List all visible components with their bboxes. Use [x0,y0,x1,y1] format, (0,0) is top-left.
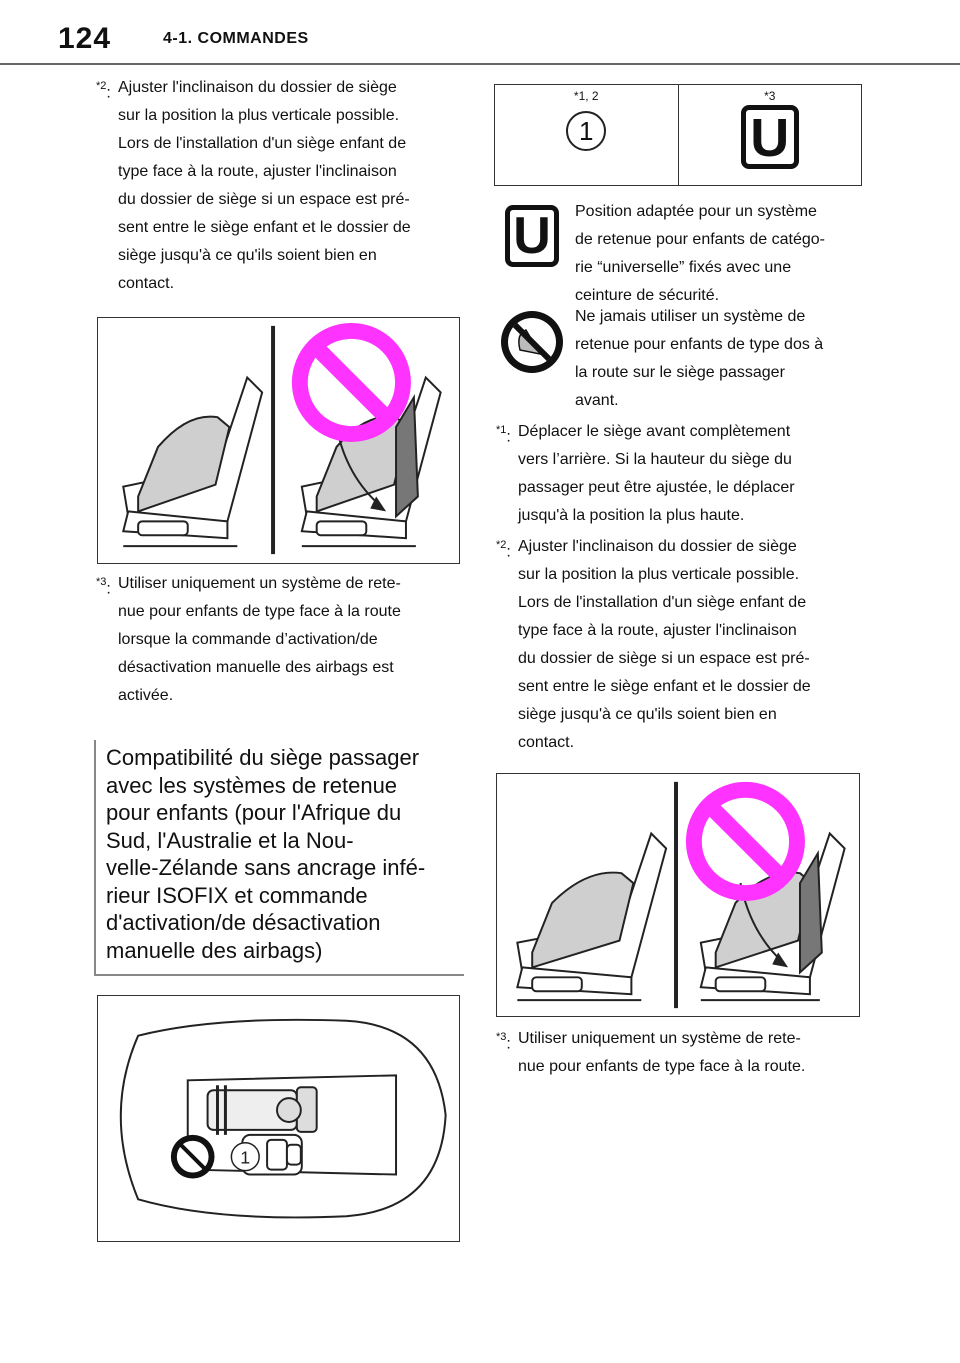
heading-line: velle-Zélande sans ancrage infé- [106,855,426,880]
note-line: type face à la route, ajuster l'inclinaison [118,163,397,180]
note-line: Lors de l'installation d'un siège enfant de [518,594,807,611]
car-top-view-figure [97,995,460,1242]
note-line: Lors de l'installation d'un siège enfant de [118,135,407,152]
legend-line: retenue pour enfants de type dos à [575,336,824,353]
legend-line: la route sur le siège passager [575,364,785,381]
note-right-star1: $^{*1}$: Déplacer le siège avant complètement vers l’arrière. Si la hauteur du siège du passager peut être ajustée, le déplacer jusqu'à la position la plus haute. [496,418,866,530]
legend-line: de retenue pour enfants de catégo- [575,231,825,248]
legend-universal-text [575,198,865,310]
car-illustration [98,996,459,1241]
note-line: sur la position la plus verticale possible. [518,566,800,583]
section-title: 4-1. COMMANDES [163,30,309,47]
page-number: 124 [58,22,112,55]
note-line: sent entre le siège enfant et le dossier de [118,219,411,236]
note-line: lorsque la commande d’activation/de [118,631,378,648]
header-rule [0,63,960,65]
legend-prohibition-text [575,303,865,415]
note-mark: *3 [496,1031,507,1043]
note-line: du dossier de siège si un espace est pré- [518,650,810,667]
note-right-star3: $^{*3}$: Utiliser uniquement un système de rete- nue pour enfants de type face à la route. [496,1025,866,1081]
note-line: Ajuster l'inclinaison du dossier de siège [118,79,397,96]
note-mark: *3 [96,576,107,588]
heading-line: rieur ISOFIX et commande [106,882,368,908]
note-line: vers l’arrière. Si la hauteur du siège du [518,451,792,468]
note-line: siège jusqu'à ce qu'ils soient bien en [118,247,377,264]
compatibility-table [494,84,862,186]
note-line: Ajuster l'inclinaison du dossier de siège [518,538,797,555]
universal-u-icon: U [741,105,799,169]
seat-position-label: 1 [240,1147,251,1168]
note-line: passager peut être ajustée, le déplacer [518,479,795,496]
note-line: nue pour enfants de type face à la route. [518,1058,806,1075]
seat-recline-figure-right [496,773,860,1017]
note-mark: *1 [496,424,507,436]
legend-line: rie “universelle” fixés avec une [575,259,792,276]
note-line: jusqu'à la position la plus haute. [518,507,745,524]
universal-u-icon: U [505,205,559,267]
note-mark: *2 [96,80,107,92]
note-right-star2: $^{*2}$: Ajuster l'inclinaison du dossier de siège sur la position la plus verticale possible. Lors de l'installation d'un siège enfant de type face à la route, ajuster l'inclinaison du dossier de siège si un espace est pré- sent entre le siège enfant et le dossier de siège jusqu'à ce qu'ils soient bien en contact. [496,533,866,757]
note-left-star3: $^{*3}$: Utiliser uniquement un système de rete- nue pour enfants de type face à la route lorsque la commande d’activation/de désactivation manuelle des airbags est activée. [96,570,466,710]
heading-line: manuelle des airbags) [106,937,323,963]
note-line: Utiliser uniquement un système de rete- [118,575,401,592]
legend-line: ceinture de sécurité. [575,287,720,304]
note-line: nue pour enfants de type face à la route [118,603,401,620]
no-rear-facing-seat-icon [500,310,564,374]
table-cell [495,85,678,185]
note-line: sent entre le siège enfant et le dossier de [518,678,811,695]
note-mark: *2 [496,539,507,551]
table-cell [678,85,862,185]
heading-line: Compatibilité du siège passager [106,745,420,770]
note-line: siège jusqu'à ce qu'ils soient bien en [518,706,777,723]
note-line: Utiliser uniquement un système de rete- [518,1030,801,1047]
table-col-label: *1, 2 [573,89,599,103]
heading-line: pour enfants (pour l'Afrique du [106,800,402,825]
note-line: désactivation manuelle des airbags est [118,659,394,676]
note-line: du dossier de siège si un espace est pré- [118,191,410,208]
note-line: activée. [118,687,174,704]
table-col-label: *3 [764,89,776,103]
legend-line: Ne jamais utiliser un système de [575,308,806,325]
heading-line: avec les systèmes de retenue [106,772,398,798]
seat-illustration [98,318,459,563]
note-line: sur la position la plus verticale possible. [118,107,400,124]
seat-recline-figure-left [97,317,460,564]
legend-line: Position adaptée pour un système [575,203,817,220]
note-line: type face à la route, ajuster l'inclinaison [518,622,797,639]
note-line: Déplacer le siège avant complètement [518,423,791,440]
table-col-value: 1 [566,111,606,151]
note-line: contact. [118,275,175,292]
note-line: contact. [518,734,575,751]
note-left-star2: $^{*2}$: Ajuster l'inclinaison du dossier de siège sur la position la plus verticale possible. Lors de l'installation d'un siège enfant de type face à la route, ajuster l'inclinaison du dossier de siège si un espace est pré- sent entre le siège enfant et le dossier de siège jusqu'à ce qu'ils soient bien en contact. [96,74,466,298]
subsection-heading [94,740,464,976]
heading-line: Sud, l'Australie et la Nou- [106,827,354,853]
heading-line: d'activation/de désactivation [106,910,381,935]
seat-illustration [497,774,859,1016]
legend-line: avant. [575,392,619,409]
